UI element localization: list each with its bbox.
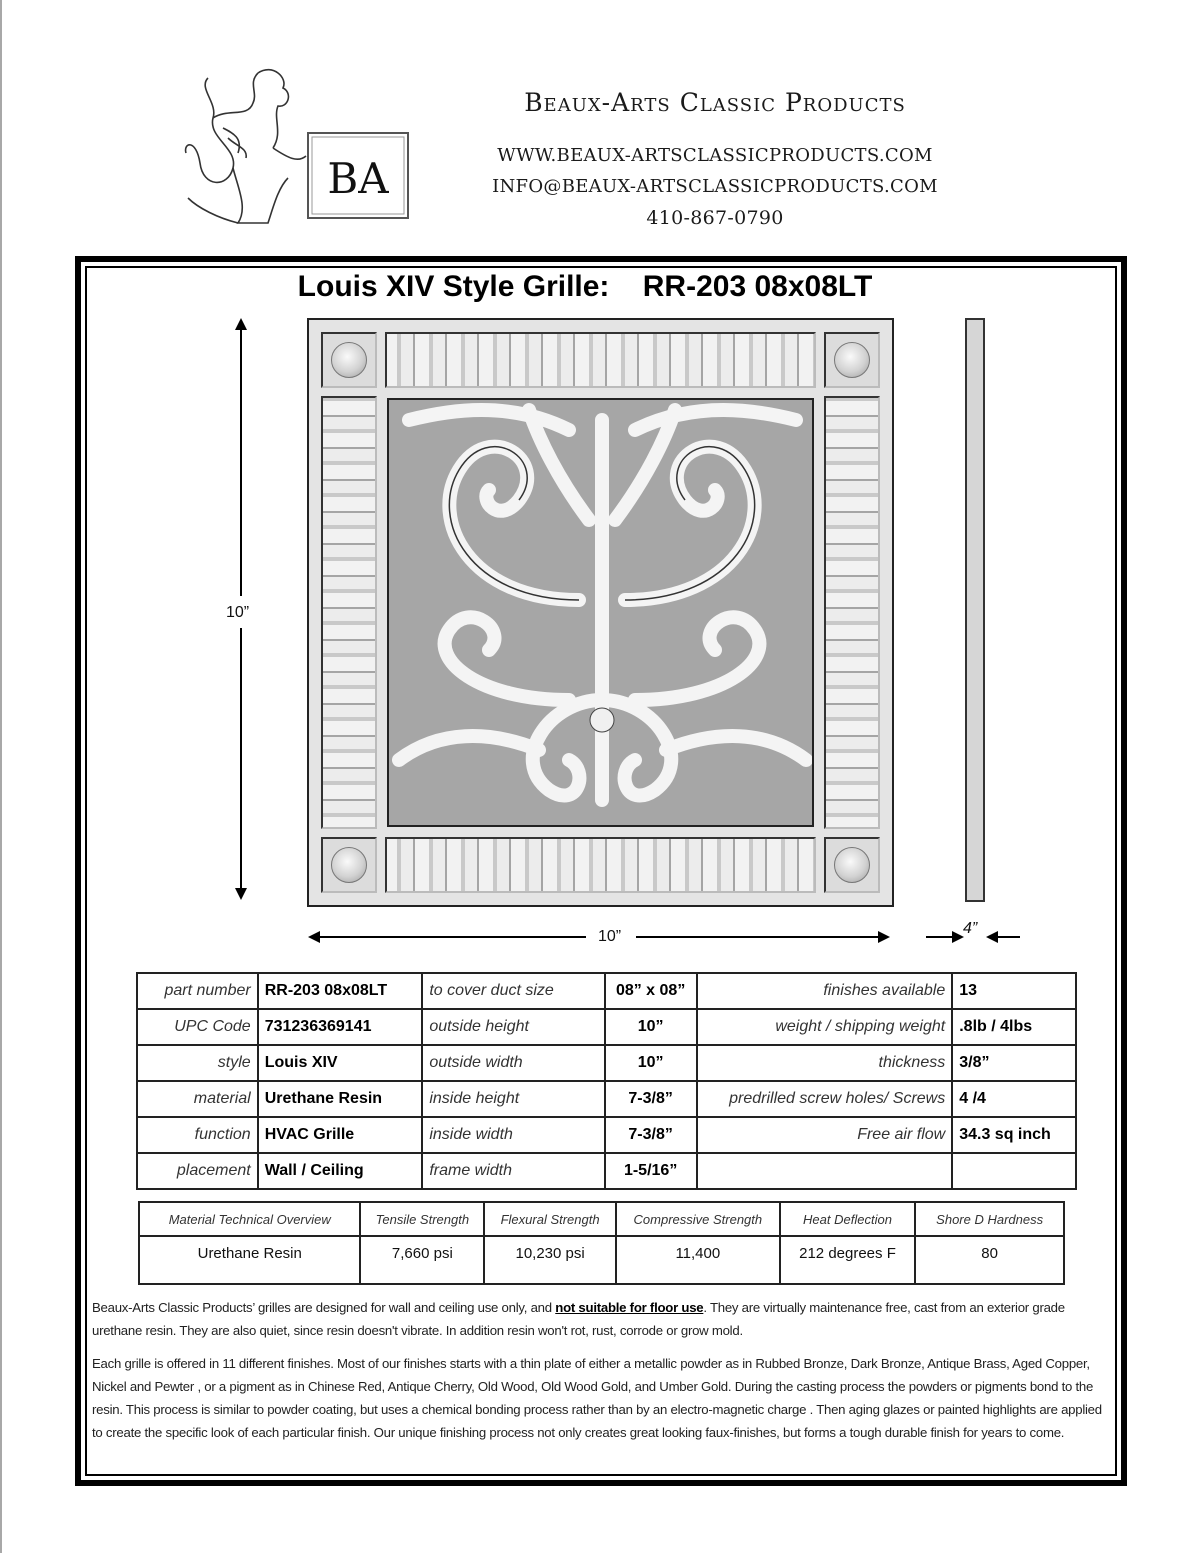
table-cell: 80 — [915, 1236, 1064, 1284]
spec-value: 10” — [605, 1045, 697, 1081]
spec-label: material — [137, 1081, 258, 1117]
table-row — [137, 973, 1076, 1009]
table-row — [137, 1009, 1076, 1045]
grille-image — [307, 318, 894, 907]
column-header: Tensile Strength — [360, 1202, 484, 1236]
column-header: Flexural Strength — [484, 1202, 616, 1236]
spec-value: 4 /4 — [952, 1081, 1076, 1117]
website-link[interactable]: WWW.BEAUX-ARTSCLASSICPRODUCTS.COM — [497, 145, 933, 166]
spec-value: 1-5/16” — [605, 1153, 697, 1189]
spec-label: thickness — [697, 1045, 953, 1081]
spec-value: Louis XIV — [258, 1045, 423, 1081]
arrow-right-icon — [878, 931, 890, 943]
finishes-paragraph: Each grille is offered in 11 different finishes. Most of our finishes starts with a thin plate of either a metallic powder as in Rubbed Bronze, Dark Bronze, Antique Brass, Aged Copper, Nickel and Pewter , or a pigment as in Chinese Red, Antique Cherry, Old Wood, Old Wood Gold, and Umber Gold. During the casting process the powders or pigments bond to the resin. This process is similar to powder coating, but uses a chemical bonding process rather than by an electro-magnetic charge . Then aging glazes or painted highlights are applied to create the specific look of each particular finish. Our unique finishing process not only creates great looking faux-finishes, but forms a tough durable finish for years to come. — [92, 1356, 1102, 1440]
spec-value: 7-3/8” — [605, 1117, 697, 1153]
spec-value: 731236369141 — [258, 1009, 423, 1045]
frame-band-right — [824, 396, 880, 829]
spec-label: outside width — [422, 1045, 604, 1081]
table-row — [137, 1045, 1076, 1081]
table-row — [137, 1117, 1076, 1153]
spec-value: Wall / Ceiling — [258, 1153, 423, 1189]
column-header: Compressive Strength — [616, 1202, 780, 1236]
height-dimension-line — [240, 328, 242, 596]
table-row — [139, 1236, 1064, 1284]
page-title: Louis XIV Style Grille: RR-203 08x08LT — [297, 270, 873, 303]
usage-paragraph — [92, 1296, 1112, 1342]
spec-value: 08” x 08” — [605, 973, 697, 1009]
spec-value: 3/8” — [952, 1045, 1076, 1081]
width-dimension-line — [636, 936, 880, 938]
paragraph-text: . They are virtually maintenance free, cast from an exterior grade urethane resin. They are also quiet, since resin doesn't vibrate. In addition resin won't rot, rust, corrode or grow mold. — [92, 1300, 1065, 1338]
spec-label: inside height — [422, 1081, 604, 1117]
brand-name: Beaux-Arts Classic Products — [524, 88, 906, 117]
width-dimension-line — [318, 936, 586, 938]
table-cell: 11,400 — [616, 1236, 780, 1284]
spec-label: finishes available — [697, 973, 953, 1009]
spec-value: .8lb / 4lbs — [952, 1009, 1076, 1045]
spec-label: part number — [137, 973, 258, 1009]
spec-label — [697, 1153, 953, 1189]
table-cell: 10,230 psi — [484, 1236, 616, 1284]
spec-value: 7-3/8” — [605, 1081, 697, 1117]
spec-value — [952, 1153, 1076, 1189]
spec-label: style — [137, 1045, 258, 1081]
spec-label: to cover duct size — [422, 973, 604, 1009]
spec-value: 13 — [952, 973, 1076, 1009]
column-header: Shore D Hardness — [915, 1202, 1064, 1236]
thickness-profile — [965, 318, 985, 902]
spec-value: 34.3 sq inch — [952, 1117, 1076, 1153]
depth-dimension-line — [996, 936, 1020, 938]
floor-warning: not suitable for floor use — [555, 1300, 704, 1315]
paragraph-text: Beaux-Arts Classic Products’ grilles are designed for wall and ceiling use only, and — [92, 1300, 556, 1315]
spec-value: Urethane Resin — [258, 1081, 423, 1117]
depth-dimension-line — [926, 936, 954, 938]
material-table — [138, 1201, 1065, 1285]
spec-label: outside height — [422, 1009, 604, 1045]
table-cell: 7,660 psi — [360, 1236, 484, 1284]
height-dimension-line — [240, 628, 242, 890]
frame-band-left — [321, 396, 377, 829]
rosette-corner — [321, 332, 377, 388]
table-row — [137, 1153, 1076, 1189]
table-header-row — [139, 1202, 1064, 1236]
table-cell: Urethane Resin — [139, 1236, 360, 1284]
griffin-logo — [178, 58, 428, 233]
spec-label: weight / shipping weight — [697, 1009, 953, 1045]
frame-band-top — [385, 332, 816, 388]
spec-label: placement — [137, 1153, 258, 1189]
spec-table — [136, 972, 1077, 1190]
column-header: Heat Deflection — [780, 1202, 916, 1236]
rosette-corner — [824, 837, 880, 893]
email-link[interactable]: INFO@BEAUX-ARTSCLASSICPRODUCTS.COM — [492, 176, 938, 197]
column-header: Material Technical Overview — [139, 1202, 360, 1236]
spec-value: HVAC Grille — [258, 1117, 423, 1153]
grille-ornament — [387, 398, 814, 827]
spec-label: inside width — [422, 1117, 604, 1153]
spec-label: function — [137, 1117, 258, 1153]
table-row — [137, 1081, 1076, 1117]
spec-value: 10” — [605, 1009, 697, 1045]
width-dimension-label: 10” — [598, 928, 622, 945]
rosette-corner — [321, 837, 377, 893]
depth-dimension-label: 4” — [963, 920, 978, 937]
spec-label: Free air flow — [697, 1117, 953, 1153]
table-cell: 212 degrees F — [780, 1236, 916, 1284]
svg-text:BA: BA — [327, 154, 389, 203]
spec-label: predrilled screw holes/ Screws — [697, 1081, 953, 1117]
arrow-down-icon — [235, 888, 247, 900]
spec-label: UPC Code — [137, 1009, 258, 1045]
rosette-corner — [824, 332, 880, 388]
spec-label: frame width — [422, 1153, 604, 1189]
page-edge — [0, 0, 2, 1553]
spec-value: RR-203 08x08LT — [258, 973, 423, 1009]
phone-number: 410-867-0790 — [646, 207, 784, 229]
height-dimension-label: 10” — [226, 604, 250, 621]
frame-band-bottom — [385, 837, 816, 893]
